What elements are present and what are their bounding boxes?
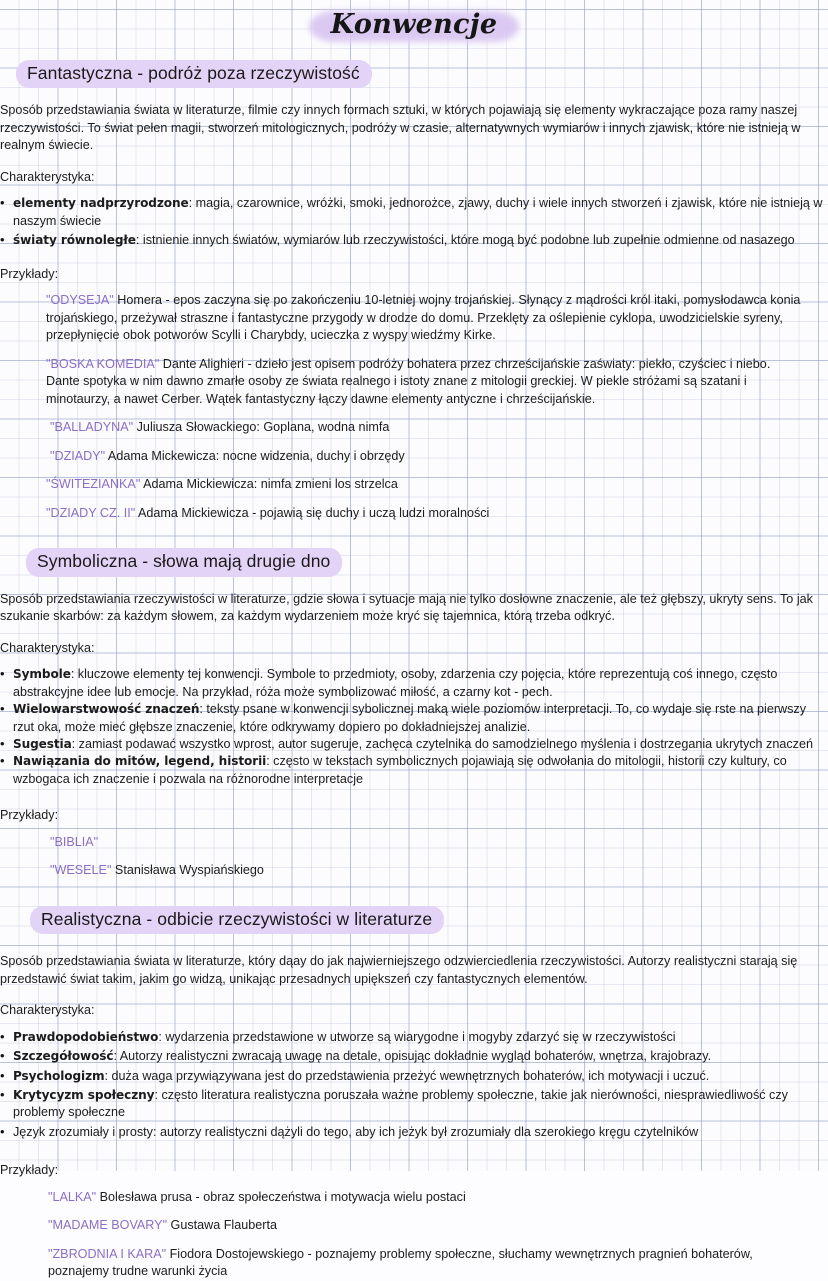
bullet-lead: Szczegółowość <box>13 1049 114 1064</box>
list-item <box>0 1068 828 1085</box>
label-characteristics-symboliczna: Charakterystyka: <box>0 640 95 655</box>
book-title: "BOSKA KOMEDIA" <box>46 356 160 371</box>
example-description: Adama Mickiewicza - pojawią się duchy i uczą ludzi moralności <box>135 505 490 520</box>
page-title-row <box>0 0 828 47</box>
bullet-lead: światy równoległe <box>13 233 136 248</box>
section-heading-symboliczna: Symboliczna - słowa mają drugie dno <box>26 548 342 577</box>
bullet-text: : magia, czarownice, wróżki, smoki, jednorożce, zjawy, duchy i wiele innych stworzeń i zjawisk, które nie istnieją w naszym świecie <box>13 196 823 228</box>
bullet-lead: Psychologizm <box>13 1068 105 1083</box>
bullet-lead: Symbole <box>13 667 71 682</box>
example-description: Bolesława prusa - obraz społeczeństwa i motywacja wielu postaci <box>96 1189 466 1204</box>
example-entry <box>46 476 802 494</box>
bullet-lead: Nawiązania do mitów, legend, historii <box>13 754 267 769</box>
bullet-text: : zamiast podawać wszystko wprost, autor sugeruje, zachęca czytelnika do samodzielnego myślenia i dostrzegania ukrytych znaczeń <box>71 736 813 751</box>
list-item <box>0 1124 828 1141</box>
list-item <box>0 736 828 753</box>
bullet-lead: Wielowarstwowość znaczeń <box>13 702 200 717</box>
bullet-text: : Autorzy realistyczni zwracają uwagę na detale, opisując dokładnie wygląd bohaterów, wnętrza, krajobrazy. <box>113 1049 712 1064</box>
book-title: "DZIADY" <box>50 448 106 463</box>
list-item <box>0 195 828 230</box>
bullet-text: : istnienie innych światów, wymiarów lub rzeczywistości, które mogą być podobne lub zupełnie odmienne od nasazego <box>135 233 795 248</box>
example-entry <box>46 292 802 345</box>
example-description: Juliusza Słowackiego: Goplana, wodna nimfa <box>133 420 390 435</box>
label-examples-symboliczna: Przykłady: <box>0 808 59 823</box>
book-title: "ŚWITEZIANKA" <box>46 477 141 492</box>
book-title: "ZBRODNIA I KARA" <box>48 1246 167 1261</box>
section-symboliczna <box>26 548 828 577</box>
section-intro-fantastyczna: Sposób przedstawiania świata w literaturze, filmie czy innych formach sztuki, w których pojawiają się elementy wykraczające poza ramy naszej rzeczywistości. To świat pełen magii, stworzeń mitologicznych, podróży w czasie, alternatywnych wymiarów i innych zjawisk, które nie istnieją w realnym świecie. <box>0 103 801 153</box>
example-entry <box>48 1246 798 1281</box>
list-item <box>0 232 828 249</box>
bullet-text: : często w tekstach symbolicznych pojawiają się odwołania do mitologii, historii czy kultury, co wzbogaca ich znaczenie i pozwala na różnorodne interpretacje <box>13 754 787 786</box>
book-title: "DZIADY CZ. II" <box>46 505 136 520</box>
bullet-text: Język zrozumiały i prosty: autorzy realistyczni dążyli do tego, aby ich jeżyk był zrozumiały dla szerokiego kręgu czytelników <box>13 1124 699 1139</box>
example-entry <box>50 419 802 437</box>
label-characteristics-realistyczna: Charakterystyka: <box>0 1003 95 1018</box>
bullet-lead: Krytycyzm społeczny <box>13 1088 155 1103</box>
page-title: Konwencje <box>309 7 520 45</box>
example-description: Adama Mickewicza: nocne widzenia, duchy i obrzędy <box>105 448 405 463</box>
list-item <box>0 753 828 788</box>
label-examples-realistyczna: Przykłady: <box>0 1163 59 1178</box>
book-title: "ODYSEJA" <box>46 293 114 308</box>
book-title: "BIBLIA" <box>50 834 99 849</box>
bullet-lead: Sugestia <box>13 736 72 751</box>
bullet-text: : teksty psane w konwencji sybolicznej maką wiele poziomów interpretacji. To, co wydaje się rste na pierwszy rzut oka, może mieć głębsze znaczenie, które odkrywamy dopiero po dokładniejszej analizie. <box>13 702 807 734</box>
bullet-list-fantastyczna <box>0 195 828 249</box>
bullet-lead: elementy nadprzyrodzone <box>13 196 189 211</box>
section-intro-realistyczna: Sposób przedstawiania świata w literaturze, który dąay do jak najwierniejszego odzwierciedlenia rzeczywistości. Autorzy realistyczni starają się przedstawić świat takim, jakim go widzą, unikając przesadnych upiększeń czy fantastycznych elementów. <box>0 954 798 986</box>
section-intro-symboliczna: Sposób przedstawiania rzeczywistości w literaturze, gdzie słowa i sytuacje mają nie tylko dosłowne znaczenie, ale też głębszy, ukryty sens. To jak szukanie skarbów: za każdym słowem, za każdym wydarzeniem może kryć się tajemnica, którą trzeba odkryć. <box>0 591 813 624</box>
bullet-lead: Prawdopodobieństwo <box>13 1029 159 1044</box>
example-entry <box>50 862 802 880</box>
section-heading-realistyczna: Realistyczna - odbicie rzeczywistości w literaturze <box>30 906 444 935</box>
list-item <box>0 666 828 701</box>
section-fantastyczna <box>16 60 828 89</box>
bullet-text: : wydarzenia przedstawione w utworze są wiarygodne i mogyby zdarzyć się w rzeczywistości <box>158 1029 676 1044</box>
example-entry <box>50 834 802 852</box>
example-entry <box>48 1189 798 1207</box>
section-realistyczna <box>30 906 828 935</box>
book-title: "WESELE" <box>50 863 112 878</box>
example-description: Stanisława Wyspiańskiego <box>111 863 264 878</box>
example-description: Homera - epos zaczyna się po zakończeniu 10-letniej wojny trojańskiej. Słynący z mądrości król itaki, pomysłodawca konia trojańskiego, przeżywał straszne i fantastyczne przygody w drodze do domu. Przeklęty za oślepienie cyklopa, uwodzicielskie syreny, przepłynięcie obok potworów Scylli i Charybdy, ucieczka z wyspy wiedźmy Kirke. <box>46 293 801 343</box>
section-heading-fantastyczna: Fantastyczna - podróż poza rzeczywistość <box>16 60 372 89</box>
list-item <box>0 1087 828 1122</box>
book-title: "LALKA" <box>48 1189 97 1204</box>
example-description: Fiodora Dostojewskiego - poznajemy problemy społeczne, słuchamy wewnętrznych pragnień bohaterów, poznajemy trudne warunki życia <box>48 1246 753 1279</box>
bullet-list-symboliczna <box>0 666 828 788</box>
example-description: Dante Alighieri - dzieło jest opisem podróży bohatera przez chrześcijańskie zaświaty: piekło, czyściec i niebo. Dante spotyka w nim dawno zmarłe osoby ze świata realnego i istoty znane z mitologii greckiej. W piekle stróżami są szatani i minotaurzy, a nawet Cerber. Wątek fantastyczny łączy dawne elementy antyczne i chrześcijańskie. <box>46 356 771 406</box>
book-title: "BALLADYNA" <box>50 420 134 435</box>
label-characteristics-fantastyczna: Charakterystyka: <box>0 169 95 184</box>
list-item <box>0 701 828 736</box>
example-entry <box>46 505 802 523</box>
example-entry <box>46 356 802 409</box>
book-title: "MADAME BOVARY" <box>48 1218 168 1233</box>
example-description: Gustawa Flauberta <box>167 1218 277 1233</box>
label-examples-fantastyczna: Przykłady: <box>0 266 59 281</box>
bullet-text: : często literatura realistyczna poruszała ważne problemy społeczne, takie jak nierówności, niesprawiedliwość czy problemy społeczne <box>13 1088 788 1120</box>
example-entry <box>50 448 802 466</box>
example-entry <box>48 1217 798 1235</box>
bullet-list-realistyczna <box>0 1029 828 1141</box>
example-description: Adama Mickiewicza: nimfa zmieni los strzelca <box>140 477 398 492</box>
bullet-text: : kluczowe elementy tej konwencji. Symbole to przedmioty, osoby, zdarzenia czy pojęcia, które reprezentują coś innego, często abstrakcyjne idee lub emocje. Na przykład, róża może symbolizować miłość, a czarny kot - pech. <box>13 667 778 699</box>
list-item <box>0 1048 828 1065</box>
bullet-text: : duża waga przywiązywana jest do przedstawienia przeżyć wewnętrznych bohaterów, ich motywacji i uczuć. <box>104 1068 710 1083</box>
list-item <box>0 1029 828 1046</box>
